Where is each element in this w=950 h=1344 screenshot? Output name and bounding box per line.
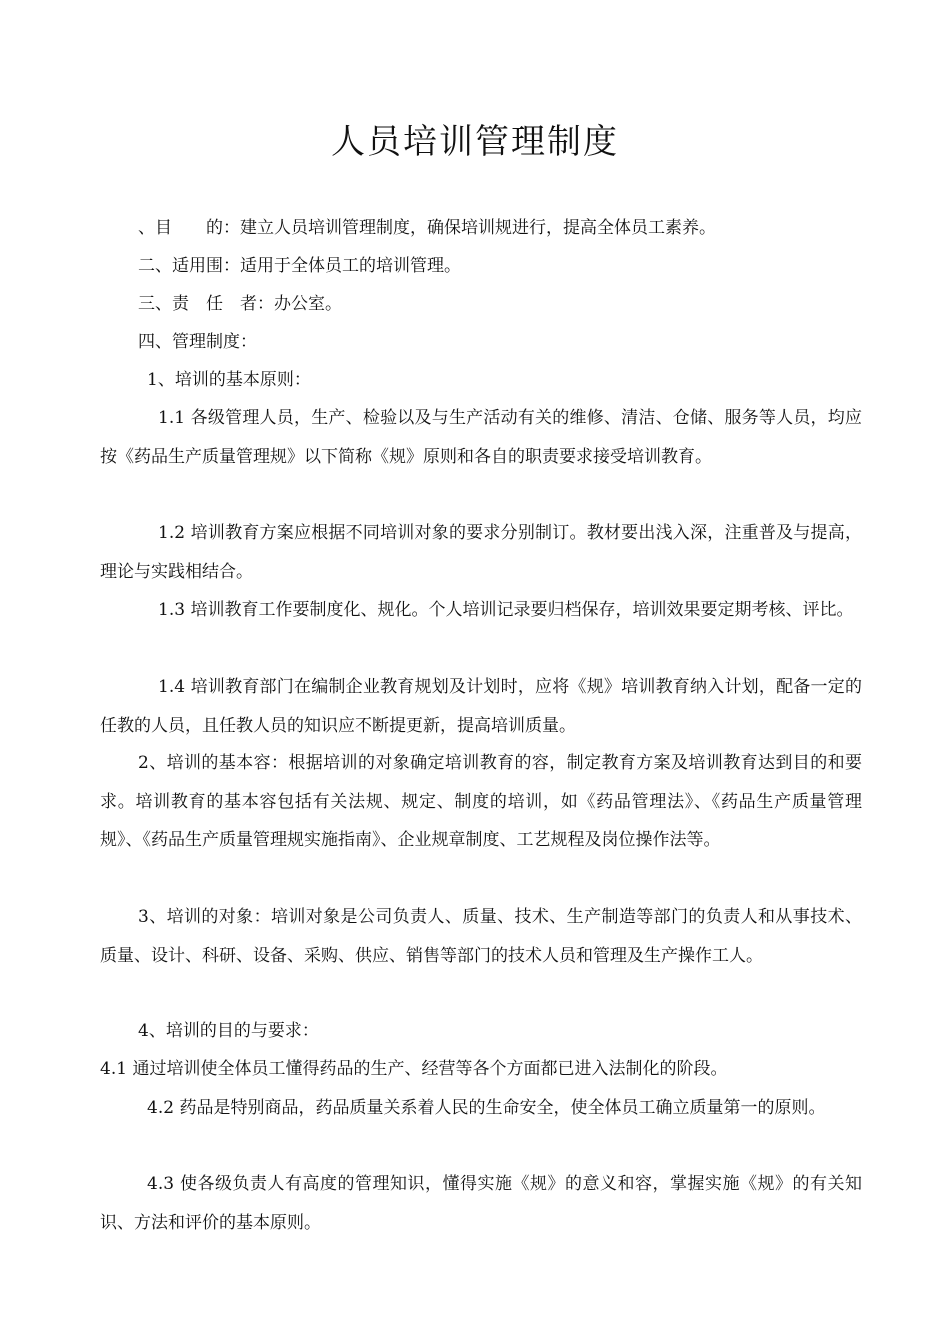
paragraph-1-2: 1.2 培训教育方案应根据不同培训对象的要求分别制订。教材要出浅入深，注重普及与提高，理论与实践相结合。: [100, 523, 862, 582]
paragraph-scope: 二、适用围：适用于全体员工的培训管理。: [138, 256, 461, 276]
paragraph-basic-content: 2、培训的基本容：根据培训的对象确定培训教育的容，制定教育方案及培训教育达到目的和要求。培训教育的基本容包括有关法规、规定、制度的培训，如《药品管理法》、《药品生产质量管理规》、《药品生产质量管理规实施指南》、企业规章制度、工艺规程及岗位操作法等。: [100, 753, 862, 850]
paragraph-4-3: 4.3 使各级负责人有高度的管理知识，懂得实施《规》的意义和容，掌握实施《规》的有关知识、方法和评价的基本原则。: [100, 1174, 862, 1233]
paragraph-4-2: 4.2 药品是特别商品，药品质量关系着人民的生命安全，使全体员工确立质量第一的原则。: [147, 1098, 826, 1118]
paragraph-basic-principles: 1、培训的基本原则：: [147, 370, 311, 390]
paragraph-purpose: 、目 的：建立人员培训管理制度，确保培训规进行，提高全体员工素养。: [138, 218, 716, 238]
paragraph-goals-heading: 4、培训的目的与要求：: [138, 1021, 319, 1041]
paragraph-1-4: 1.4 培训教育部门在编制企业教育规划及计划时，应将《规》培训教育纳入计划，配备一定的任教的人员，且任教人员的知识应不断提更新，提高培训质量。: [100, 677, 862, 736]
paragraph-responsible: 三、责 任 者：办公室。: [138, 294, 342, 314]
paragraph-training-target: 3、培训的对象：培训对象是公司负责人、质量、技术、生产制造等部门的负责人和从事技术、质量、设计、科研、设备、采购、供应、销售等部门的技术人员和管理及生产操作工人。: [100, 907, 862, 966]
document-title: 人员培训管理制度: [331, 122, 619, 162]
paragraph-1-3: 1.3 培训教育工作要制度化、规化。个人培训记录要归档保存，培训效果要定期考核、评比。: [158, 600, 854, 620]
paragraph-4-1: 4.1 通过培训使全体员工懂得药品的生产、经营等各个方面都已进入法制化的阶段。: [100, 1059, 728, 1079]
paragraph-management-heading: 四、管理制度：: [138, 332, 257, 352]
paragraph-1-1: 1.1 各级管理人员，生产、检验以及与生产活动有关的维修、清洁、仓储、服务等人员，均应按《药品生产质量管理规》以下简称《规》原则和各自的职责要求接受培训教育。: [100, 408, 862, 467]
